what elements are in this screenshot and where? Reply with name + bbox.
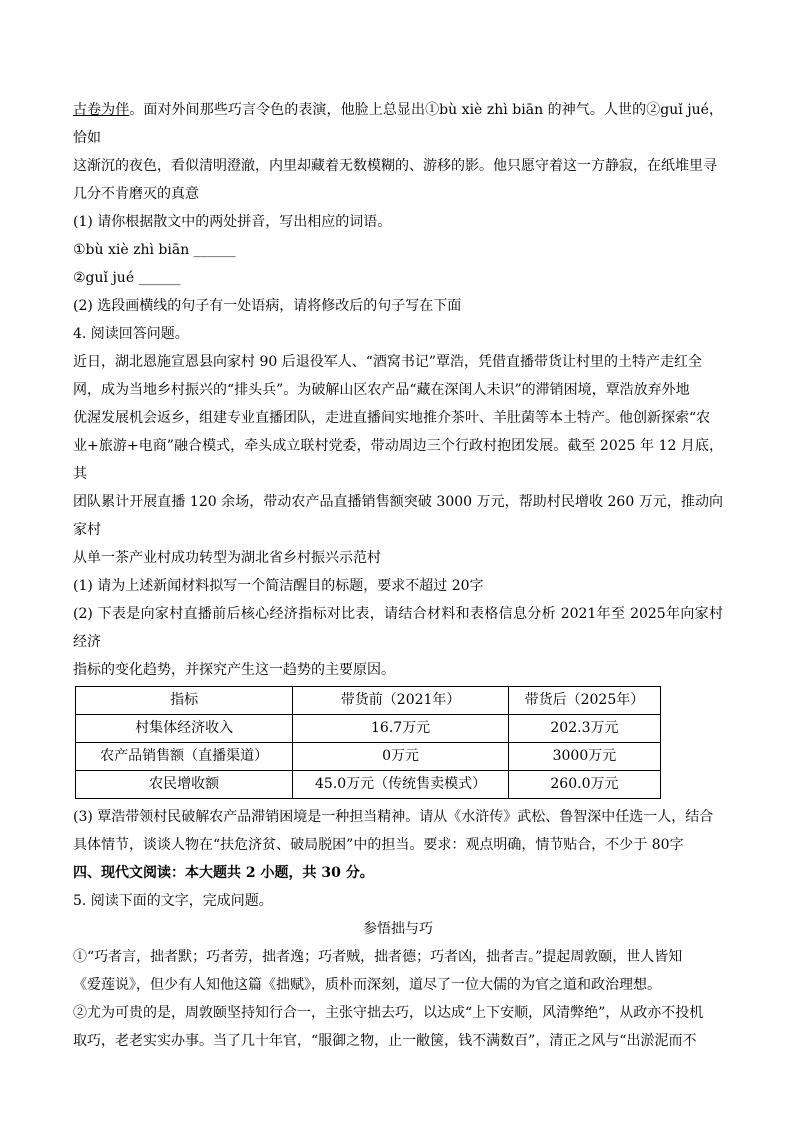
table-header-row [76, 687, 661, 715]
q4-news-line-5: 团队累计开展直播 120 余场，带动农产品直播销售额突破 3000 万元，帮助村民增收 260 万元，推动向家村 [73, 494, 723, 538]
q4-news-line-2: 网，成为当地乡村振兴的“排头兵”。为破解山区农产品“藏在深闺人未识”的滞销困境，覃浩放弃外地 [73, 382, 690, 398]
q4-sub2-line-2: 指标的变化趋势，并探究产生这一趋势的主要原因。 [73, 662, 395, 678]
q4-news-line-6: 从单一茶产业村成功转型为湖北省乡村振兴示范村 [73, 550, 381, 566]
table-cell: 45.0万元（传统售卖模式） [293, 771, 509, 799]
economic-indicator-table [75, 686, 661, 799]
table-cell: 16.7万元 [293, 715, 509, 743]
article-para2-line-1: ②尤为可贵的是，周敦颐坚持知行合一，主张守拙去巧，以达成“上下安顺，风清弊绝”，从政亦不投机 [73, 1005, 704, 1021]
intro-line-2: 这渐沉的夜色，看似清明澄澈，内里却藏着无数模糊的、游移的影。他只愿守着这一方静寂，在纸堆里寻 [73, 158, 717, 174]
table-row [76, 743, 661, 771]
q3-sub2: (2) 选段画横线的句子有一处语病，请将修改后的句子写在下面 [73, 298, 462, 314]
table-cell: 农产品销售额（直播渠道） [76, 743, 293, 771]
table-header-cell: 带货后（2025年） [508, 687, 660, 715]
intro-line-1-rest: 。面对外间那些巧言令色的表演，他脸上总显出①bù xiè zhì biān 的神气。人世的②guǐ jué，恰如 [73, 102, 723, 146]
intro-line-1 [73, 96, 723, 152]
article-title: 参悟拙与巧 [363, 921, 433, 937]
q4-news-line-3: 优渥发展机会返乡，组建专业直播团队，走进直播间实地推介茶叶、羊肚菌等本土特产。他创新探索“农 [73, 410, 711, 426]
article-para1-line-2: 《爱莲说》，但少有人知他这篇《拙赋》，质朴而深刻，道尽了一位大儒的为官之道和政治理想。 [73, 977, 661, 993]
q4-news-line-4: 业+旅游+电商”融合模式，牵头成立联村党委，带动周边三个行政村抱团发展。截至 2025 年 12 月底，其 [73, 438, 723, 482]
q4-sub3-line-2: 具体情节，谈谈人物在“扶危济贫、破局脱困”中的担当。要求：观点明确，情节贴合，不少于 80字 [73, 837, 684, 853]
q4-sub3-line-1: (3) 覃浩带领村民破解农产品滞销困境是一种担当精神。请从《水浒传》武松、鲁智深中任选一人，结合 [73, 809, 714, 825]
underlined-sentence-start: 古卷为伴 [73, 102, 130, 118]
table-cell: 202.3万元 [508, 715, 660, 743]
document-page [73, 96, 723, 1055]
q3-blank2: ②guǐ jué ______ [73, 270, 181, 286]
q4-news-line-1: 近日，湖北恩施宣恩县向家村 90 后退役军人、“酒窝书记”覃浩，凭借直播带货让村里的土特产走红全 [73, 354, 703, 370]
table-cell: 260.0万元 [508, 771, 660, 799]
table-header-cell: 指标 [76, 687, 293, 715]
table-cell: 村集体经济收入 [76, 715, 293, 743]
table-row [76, 771, 661, 799]
table-row [76, 715, 661, 743]
q3-sub1: (1) 请你根据散文中的两处拼音，写出相应的词语。 [73, 214, 392, 230]
q5-heading: 5. 阅读下面的文字，完成问题。 [73, 893, 273, 909]
q4-heading: 4. 阅读回答问题。 [73, 326, 189, 342]
table-header-cell: 带货前（2021年） [293, 687, 509, 715]
article-para1-line-1: ①“巧者言，拙者默；巧者劳，拙者逸；巧者贼，拙者德；巧者凶，拙者吉。”提起周敦颐，世人皆知 [73, 949, 683, 965]
table-cell: 农民增收额 [76, 771, 293, 799]
q4-sub1: (1) 请为上述新闻材料拟写一个简洁醒目的标题，要求不超过 20字 [73, 578, 484, 594]
article-para2-line-2: 取巧，老老实实办事。当了几十年官，“服御之物，止一敝箧，钱不满数百”，清正之风与“出淤泥而不 [73, 1033, 697, 1049]
q3-blank1: ①bù xiè zhì biān ______ [73, 242, 236, 258]
table-cell: 3000万元 [508, 743, 660, 771]
q4-sub2-line-1: (2) 下表是向家村直播前后核心经济指标对比表，请结合材料和表格信息分析 2021年至 2025年向家村经济 [73, 606, 723, 650]
intro-line-3: 几分不肯磨灭的真意 [73, 186, 199, 202]
section-heading: 四、现代文阅读：本大题共 2 小题，共 30 分。 [73, 865, 374, 881]
table-cell: 0万元 [293, 743, 509, 771]
